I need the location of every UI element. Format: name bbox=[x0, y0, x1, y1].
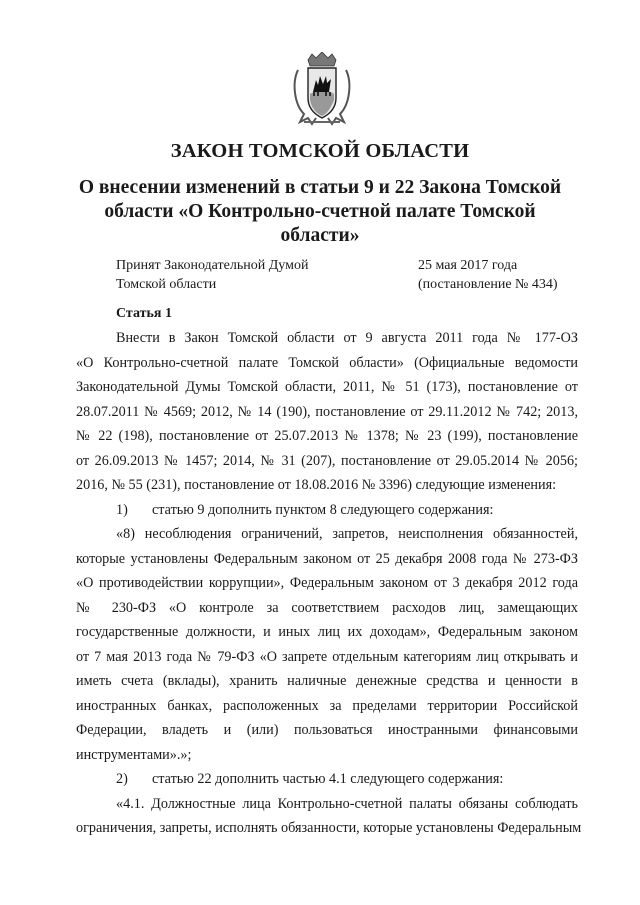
list-item-text: статью 9 дополнить пунктом 8 следующего содержания: bbox=[152, 501, 494, 518]
article-heading: Статья 1 bbox=[116, 306, 172, 321]
quote-line: иностранных банках, расположенных за пределами территории Российской bbox=[76, 697, 578, 714]
tomsk-oblast-coat-of-arms-icon bbox=[290, 52, 354, 128]
subtitle-line: области» bbox=[280, 225, 360, 246]
body-line: от 26.09.2013 № 1457; 2014, № 31 (207), постановление от 29.05.2014 № 2056; bbox=[76, 452, 578, 469]
quote-line: от 7 мая 2013 года № 79-ФЗ «О запрете отдельным категориям лиц открывать и bbox=[76, 648, 578, 665]
adoption-date-line: 25 мая 2017 года bbox=[418, 258, 518, 273]
body-line: 2016, № 55 (231), постановление от 18.08.2016 № 3396) следующие изменения: bbox=[76, 477, 557, 493]
body-line: 28.07.2011 № 4569; 2012, № 14 (190), постановление от 29.11.2012 № 742; 2013, bbox=[76, 403, 578, 420]
list-item-2 bbox=[76, 767, 578, 792]
quote-line: «8) несоблюдения ограничений, запретов, неисполнения обязанностей, bbox=[116, 526, 578, 542]
quote-line: «4.1. Должностные лица Контрольно-счетной палаты обязаны соблюдать bbox=[116, 795, 578, 812]
quote-line: ограничения, запреты, исполнять обязанности, которые установлены Федеральным bbox=[76, 820, 582, 836]
subtitle-line: области «О Контрольно-счетной палате Томской bbox=[104, 201, 536, 222]
list-item-text: статью 22 дополнить частью 4.1 следующего содержания: bbox=[152, 771, 504, 787]
list-item-1 bbox=[76, 498, 578, 523]
body-line: № 22 (198), постановление от 25.07.2013 № 1378; № 23 (199), постановление bbox=[76, 428, 578, 444]
resolution-number: (постановление № 434) bbox=[418, 277, 558, 292]
quote-line: «О противодействии коррупции», Федеральным законом от 3 декабря 2012 года bbox=[76, 575, 578, 591]
adopted-by bbox=[116, 256, 308, 294]
subtitle-line: О внесении изменений в статьи 9 и 22 Закона Томской bbox=[78, 177, 562, 198]
list-item-number: 2) bbox=[116, 771, 128, 787]
article-body bbox=[76, 326, 582, 841]
quote-line: иметь счета (вклады), хранить наличные денежные средства и ценности в bbox=[76, 673, 578, 689]
body-line: Внести в Закон Томской области от 9 августа 2011 года № 177-ОЗ bbox=[116, 330, 578, 346]
quote-line: № 230-ФЗ «О контроле за соответствием расходов лиц, замещающих bbox=[76, 599, 578, 616]
body-line: «О Контрольно-счетной палате Томской области» (Официальные ведомости bbox=[76, 354, 578, 371]
adoption-date bbox=[418, 256, 558, 294]
quote-line: которые установлены Федеральным законом от 25 декабря 2008 года № 273-ФЗ bbox=[76, 550, 578, 567]
adopted-by-line: Принят Законодательной Думой bbox=[116, 258, 309, 273]
list-item-number: 1) bbox=[116, 501, 128, 518]
quote-line: инструментами».»; bbox=[76, 746, 192, 763]
quote-line: государственные должности, и иных лиц их доходам», Федеральным законом bbox=[76, 624, 578, 640]
quote-line: Федерации, владеть и (или) пользоваться иностранными финансовыми bbox=[76, 722, 578, 738]
body-line: Законодательной Думы Томской области, 2011, № 51 (173), постановление от bbox=[76, 379, 578, 395]
law-subtitle bbox=[60, 176, 580, 248]
law-title: ЗАКОН ТОМСКОЙ ОБЛАСТИ bbox=[170, 140, 470, 162]
adopted-by-line: Томской области bbox=[116, 277, 217, 292]
